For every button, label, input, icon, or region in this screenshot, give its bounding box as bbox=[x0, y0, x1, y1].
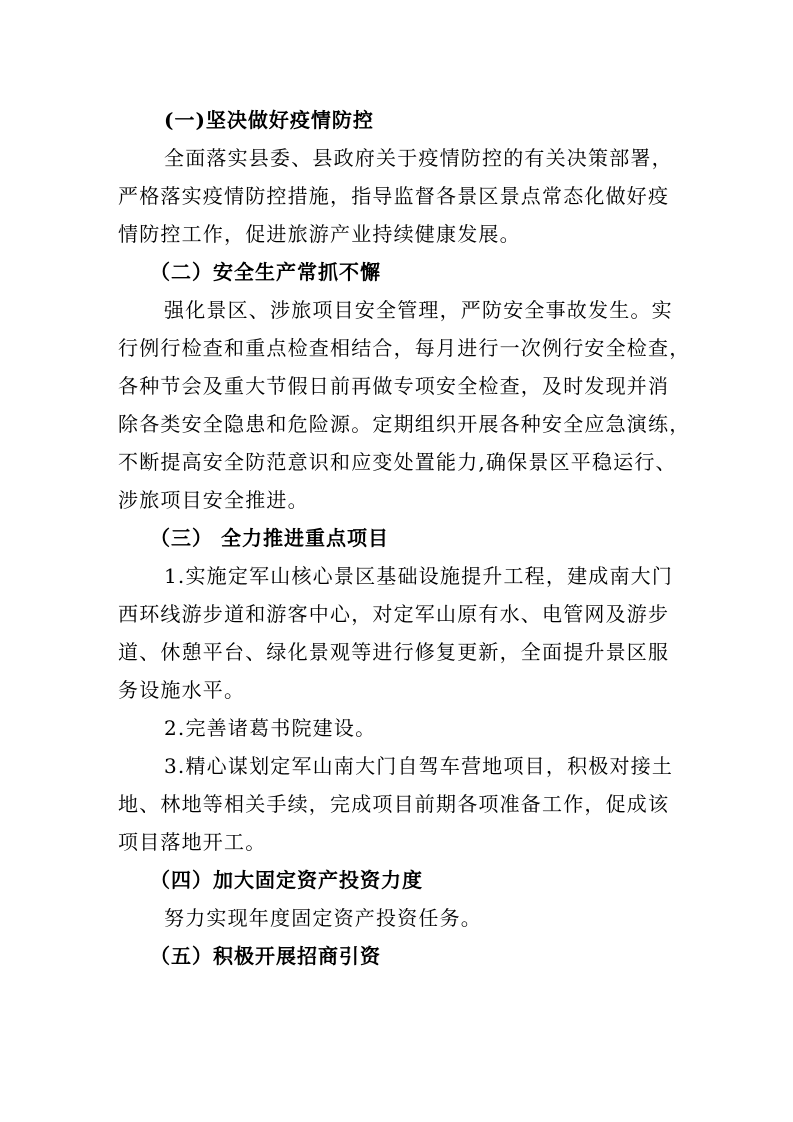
section-1-line-3: 情防控工作，促进旅游产业持续健康发展。 bbox=[118, 222, 521, 246]
section-2-line-2: 行例行检查和重点检查相结合，每月进行一次例行安全检查， bbox=[118, 336, 691, 360]
section-3-line-4: 务设施水平。 bbox=[118, 678, 246, 702]
section-2-line-4: 除各类安全隐患和危险源。定期组织开展各种安全应急演练， bbox=[118, 412, 691, 436]
section-3-line-5: 2.完善诸葛书院建设。 bbox=[164, 716, 377, 740]
section-1-heading: (一)坚决做好疫情防控 bbox=[164, 108, 374, 132]
section-2-line-5: 不断提高安全防范意识和应变处置能力,确保景区平稳运行、 bbox=[118, 450, 677, 474]
section-1-line-1: 全面落实县委、县政府关于疫情防控的有关决策部署， bbox=[164, 146, 673, 170]
section-3-line-1: 1.实施定军山核心景区基础设施提升工程，建成南大门 bbox=[164, 564, 674, 588]
section-3-line-7: 地、林地等相关手续，完成项目前期各项准备工作，促成该 bbox=[118, 792, 670, 816]
section-3-heading: （三） 全力推进重点项目 bbox=[150, 526, 389, 550]
section-3-line-2: 西环线游步道和游客中心，对定军山原有水、电管网及游步 bbox=[118, 602, 670, 626]
section-1-line-2: 严格落实疫情防控措施，指导监督各景区景点常态化做好疫 bbox=[118, 184, 670, 208]
section-3-line-6: 3.精心谋划定军山南大门自驾车营地项目，积极对接土 bbox=[164, 754, 674, 778]
section-4-line-1: 努力实现年度固定资产投资任务。 bbox=[164, 906, 482, 930]
section-2-line-3: 各种节会及重大节假日前再做专项安全检查，及时发现并消 bbox=[118, 374, 670, 398]
section-2-line-1: 强化景区、涉旅项目安全管理，严防安全事故发生。实 bbox=[164, 298, 673, 322]
section-3-line-3: 道、休憩平台、绿化景观等进行修复更新，全面提升景区服 bbox=[118, 640, 670, 664]
section-2-heading: （二）安全生产常抓不懈 bbox=[150, 260, 381, 284]
section-2-line-6: 涉旅项目安全推进。 bbox=[118, 488, 309, 512]
section-5-heading: （五）积极开展招商引资 bbox=[150, 944, 381, 968]
section-3-line-8: 项目落地开工。 bbox=[118, 830, 267, 854]
section-4-heading: （四）加大固定资产投资力度 bbox=[150, 868, 423, 892]
